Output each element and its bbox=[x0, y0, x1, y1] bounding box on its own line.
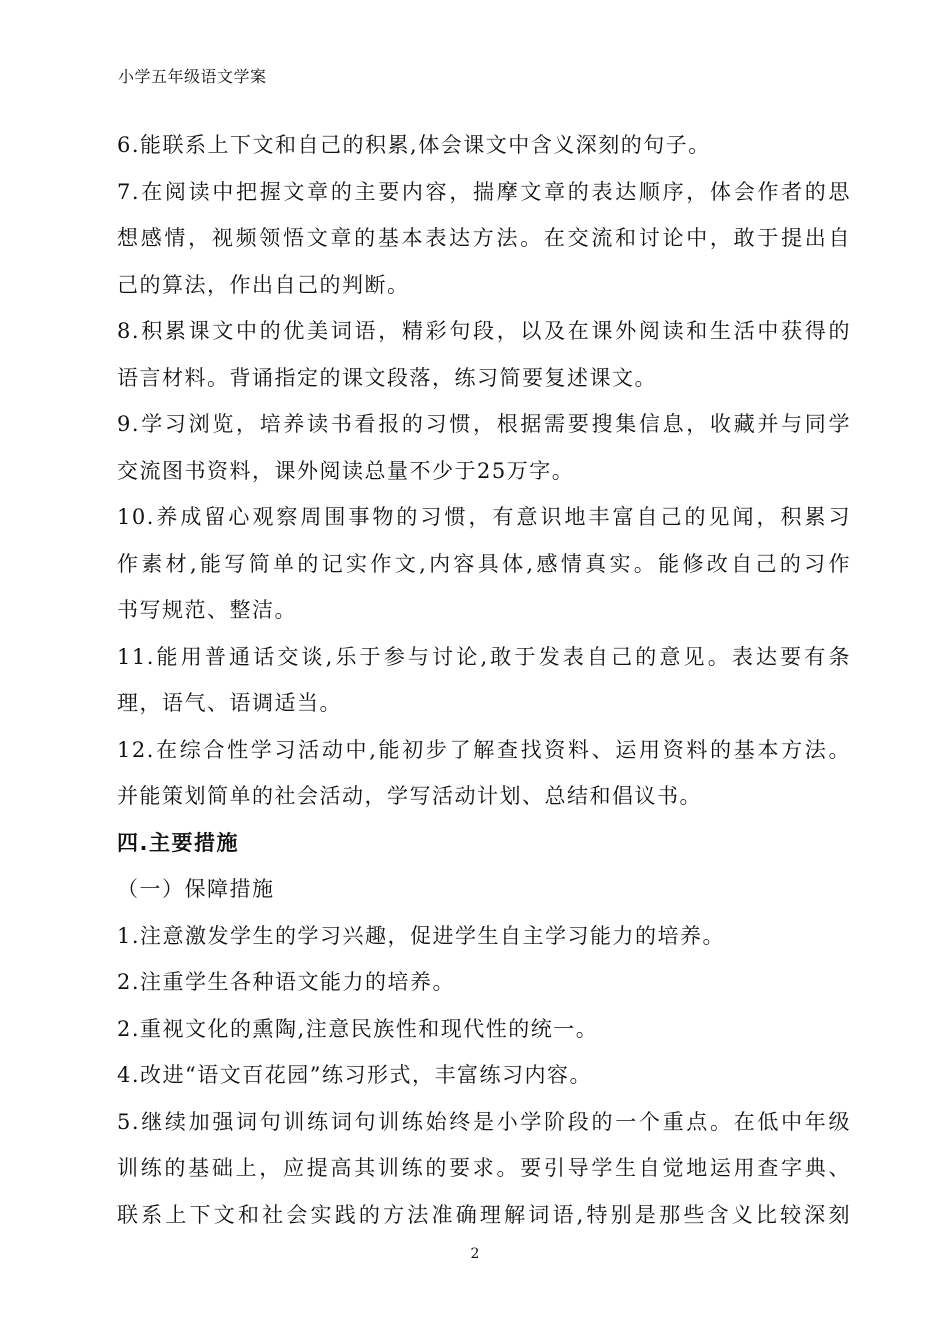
subsection-heading: （一）保障措施 bbox=[117, 877, 275, 901]
text-line: 交流图书资料，课外阅读总量不少于25万字。 bbox=[117, 458, 575, 483]
text-line: 理，语气、语调适当。 bbox=[117, 691, 342, 715]
running-header: 小学五年级语文学案 bbox=[118, 67, 267, 86]
text-line: 作素材,能写简单的记实作文,内容具体,感情真实。能修改自己的习作 bbox=[117, 551, 851, 576]
text-line: 6.能联系上下文和自己的积累,体会课文中含义深刻的句子。 bbox=[117, 133, 711, 157]
text-line: 语言材料。背诵指定的课文段落，练习简要复述课文。 bbox=[117, 365, 657, 390]
text-line: 5.继续加强词句训练词句训练始终是小学阶段的一个重点。在低中年级 bbox=[117, 1109, 851, 1134]
page-number: 2 bbox=[470, 1246, 480, 1262]
text-line: 1.注意激发学生的学习兴趣，促进学生自主学习能力的培养。 bbox=[117, 923, 726, 948]
text-line: 8.积累课文中的优美词语，精彩句段，以及在课外阅读和生活中获得的 bbox=[117, 319, 851, 343]
text-line: 7.在阅读中把握文章的主要内容，揣摩文章的表达顺序，体会作者的思 bbox=[117, 179, 851, 204]
section-heading: 四.主要措施 bbox=[117, 830, 239, 855]
text-line: 并能策划简单的社会活动，学写活动计划、总结和倡议书。 bbox=[117, 784, 702, 808]
text-line: 11.能用普通话交谈,乐于参与讨论,敢于发表自己的意见。表达要有条 bbox=[117, 644, 851, 669]
text-line: 联系上下文和社会实践的方法准确理解词语,特别是那些含义比较深刻 bbox=[117, 1202, 851, 1227]
text-line: 4.改进“语文百花园”练习形式，丰富练习内容。 bbox=[117, 1063, 593, 1087]
text-line: 12.在综合性学习活动中,能初步了解查找资料、运用资料的基本方法。 bbox=[117, 737, 851, 762]
text-line: 书写规范、整洁。 bbox=[117, 598, 297, 622]
text-line: 训练的基础上，应提高其训练的要求。要引导学生自觉地运用查字典、 bbox=[117, 1156, 851, 1180]
text-line: 2.重视文化的熏陶,注意民族性和现代性的统一。 bbox=[117, 1016, 599, 1041]
text-line: 想感情，视频领悟文章的基本表达方法。在交流和讨论中，敢于提出自 bbox=[117, 226, 851, 250]
text-line: 己的算法，作出自己的判断。 bbox=[117, 272, 410, 297]
body-text bbox=[117, 122, 851, 1238]
text-line: 9.学习浏览，培养读书看报的习惯，根据需要搜集信息，收藏并与同学 bbox=[117, 412, 851, 436]
text-line: 10.养成留心观察周围事物的习惯，有意识地丰富自己的见闻，积累习 bbox=[117, 505, 851, 529]
text-line: 2.注重学生各种语文能力的培养。 bbox=[117, 970, 456, 994]
